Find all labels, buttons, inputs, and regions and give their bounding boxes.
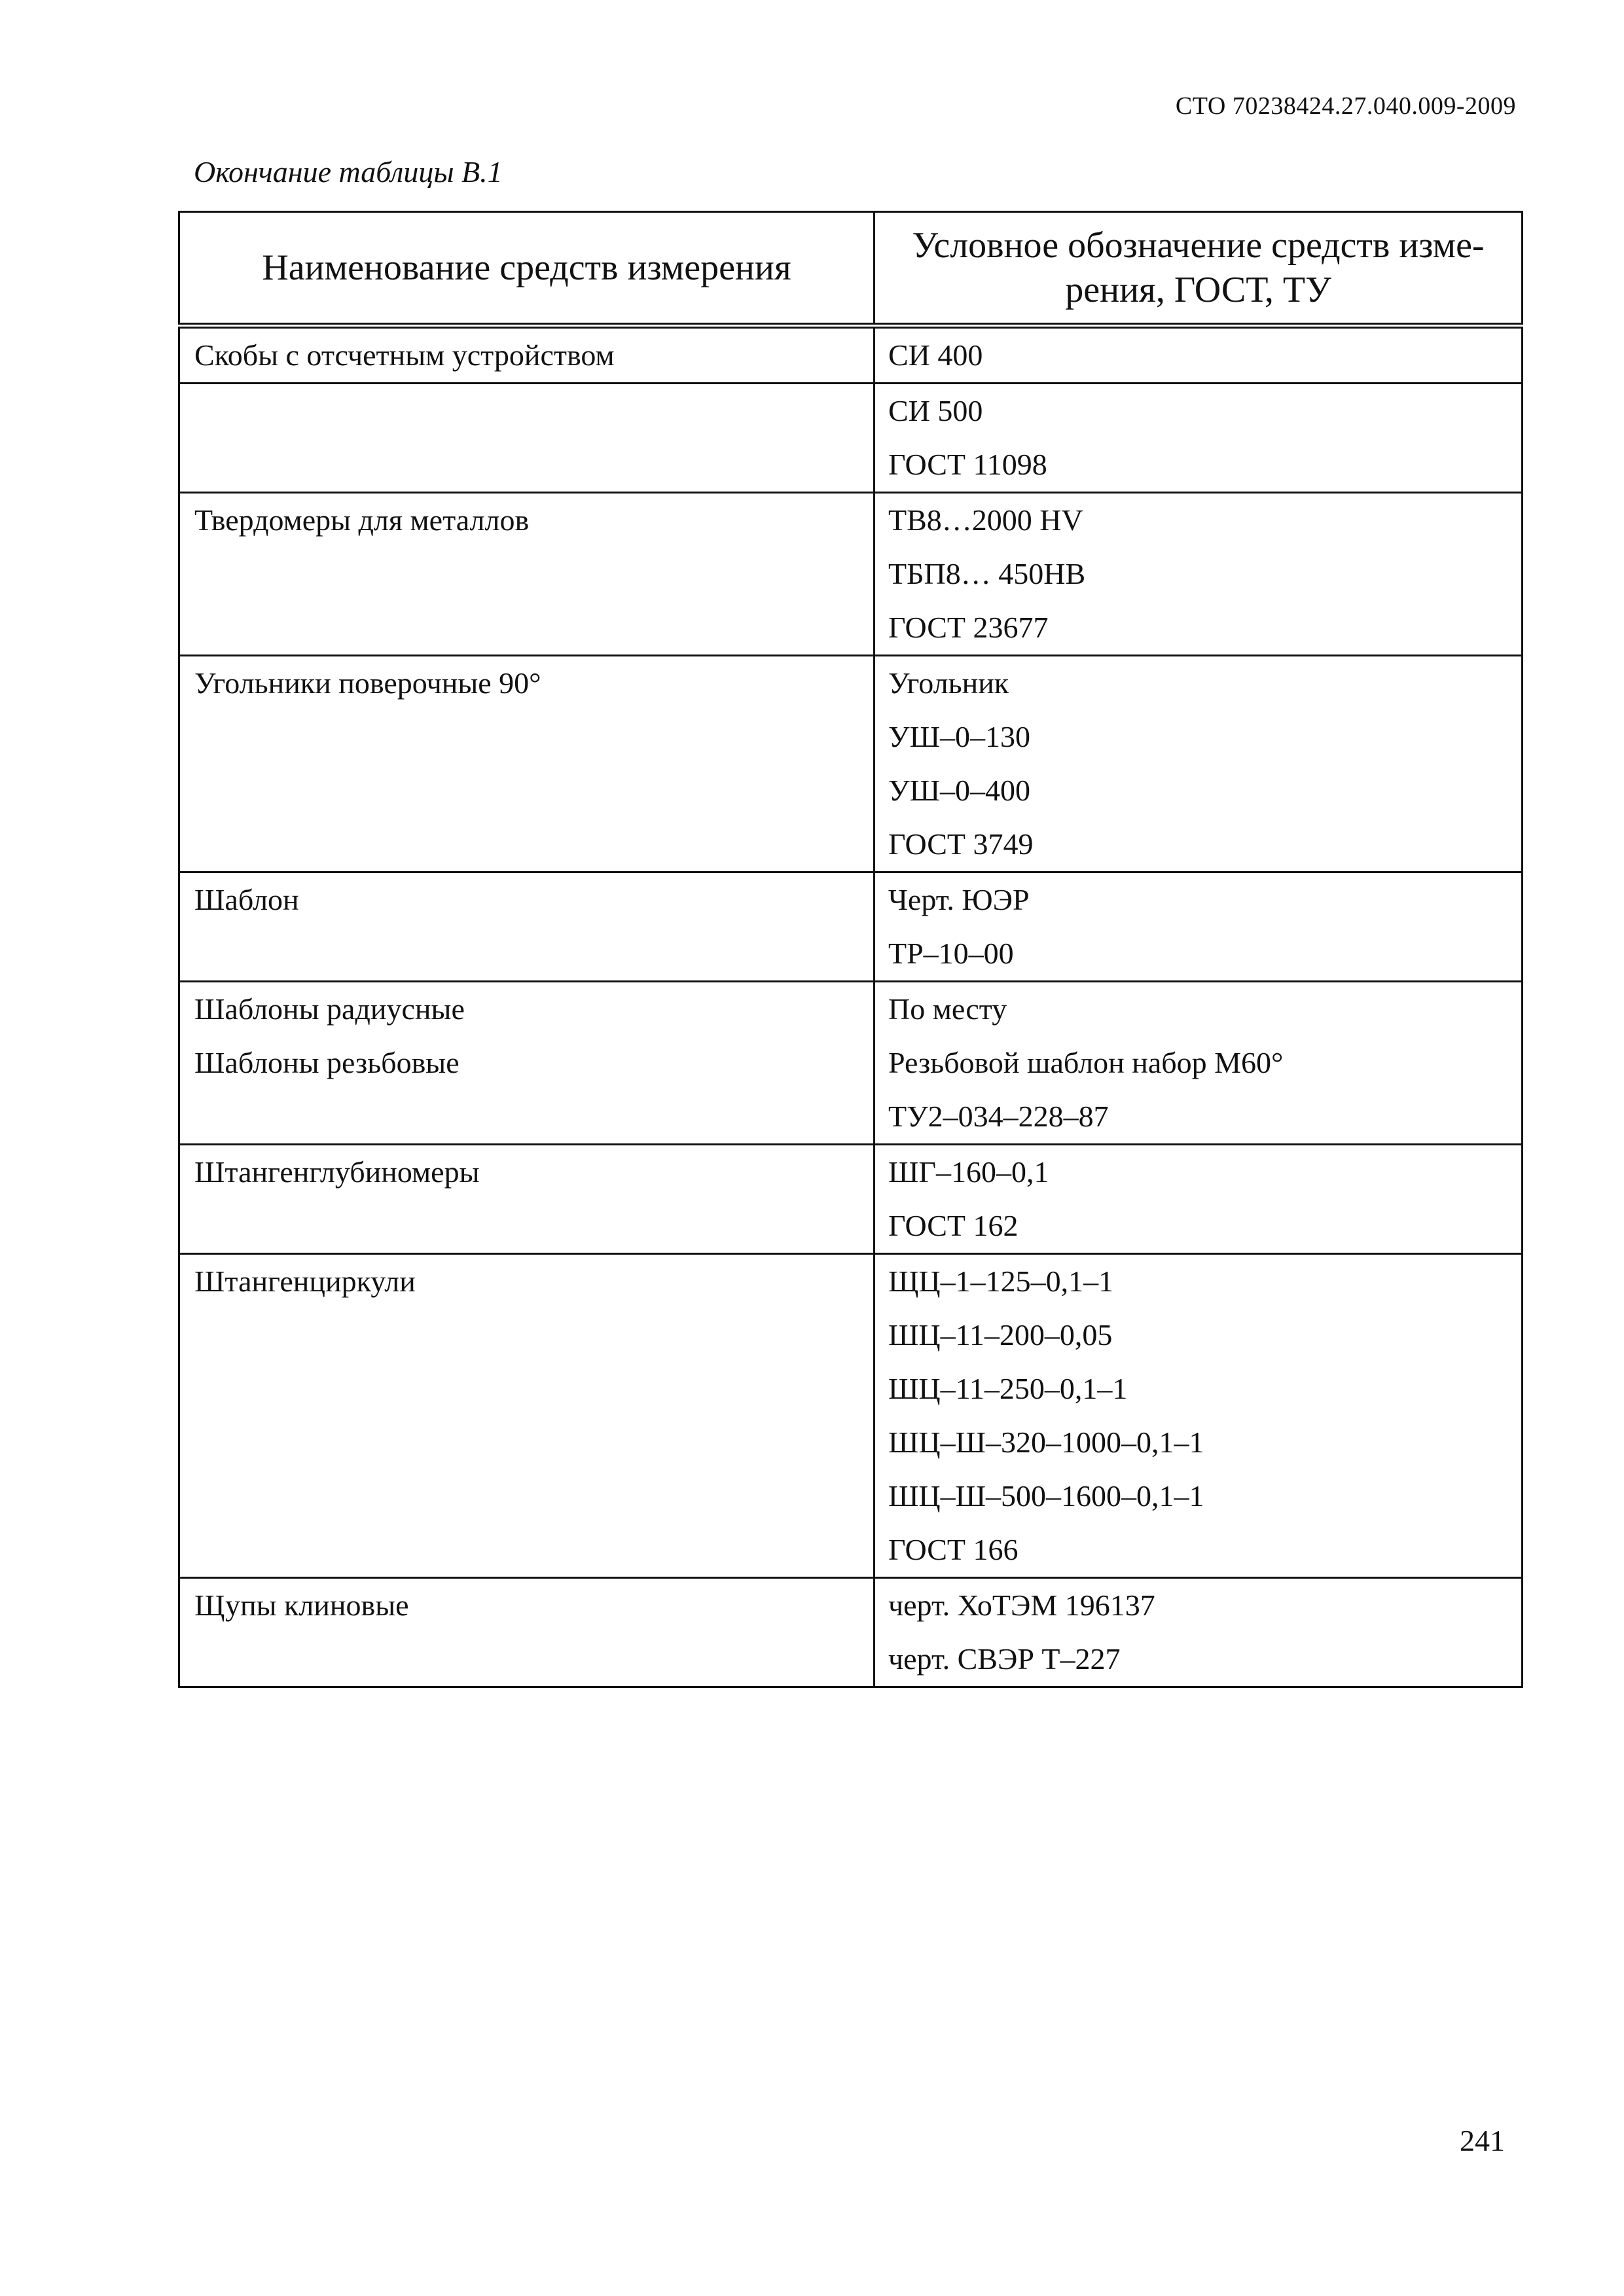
table-row [179,982,1523,1145]
column-header-designation-line: рения, ГОСТ, ТУ [1065,270,1331,310]
designation-line: По месту [888,992,1007,1026]
designation-line: Угольник [888,666,1009,700]
table-row [179,493,1523,656]
designation-line: ТУ2–034–228–87 [888,1100,1109,1133]
table-header-row [179,212,1523,326]
table-row [179,384,1523,493]
table-row [179,1254,1523,1578]
instrument-name: Штангенциркули [194,1265,416,1298]
designation-line: ГОСТ 23677 [888,611,1049,644]
designation-line: ШЦ–Ш–320–1000–0,1–1 [888,1426,1204,1459]
designation-cell [875,326,1523,384]
instrument-name-cell [179,1578,875,1687]
instrument-name-cell [179,1254,875,1578]
designation-line: ШЦ–11–250–0,1–1 [888,1372,1128,1405]
designation-line: ГОСТ 162 [888,1209,1019,1242]
designation-cell [875,982,1523,1145]
page-number: 241 [1460,2124,1505,2157]
designation-line: ШГ–160–0,1 [888,1155,1049,1189]
instrument-name: Скобы с отсчетным устройством [194,338,615,372]
designation-line: СИ 400 [888,338,983,372]
designation-line: УШ–0–400 [888,774,1030,807]
designation-line: черт. ХоТЭМ 196137 [888,1588,1155,1622]
table-body [179,326,1523,1687]
table-row [179,1578,1523,1687]
instrument-name: Шаблоны резьбовые [194,1046,460,1079]
designation-cell [875,656,1523,872]
column-header-designation [875,212,1523,326]
designation-cell [875,872,1523,982]
instrument-name-cell [179,656,875,872]
table-row [179,326,1523,384]
table-row [179,656,1523,872]
measurement-tools-table [178,211,1523,1688]
table-caption: Окончание таблицы В.1 [194,155,503,188]
instrument-name-cell [179,493,875,656]
designation-line: ЩЦ–1–125–0,1–1 [888,1265,1114,1298]
designation-line: ТР–10–00 [888,937,1014,970]
instrument-name-cell [179,326,875,384]
designation-line: ГОСТ 166 [888,1533,1019,1566]
column-header-designation-line: Условное обозначение средств изме- [912,225,1485,266]
instrument-name-cell [179,982,875,1145]
designation-cell [875,384,1523,493]
document-code: СТО 70238424.27.040.009-2009 [1175,92,1516,120]
designation-line: ШЦ–Ш–500–1600–0,1–1 [888,1479,1204,1513]
designation-line: Резьбовой шаблон набор М60° [888,1046,1284,1079]
designation-line: ШЦ–11–200–0,05 [888,1318,1113,1352]
instrument-name: Шаблоны радиусные [194,992,465,1026]
instrument-name: Твердомеры для металлов [194,503,530,537]
designation-cell [875,1254,1523,1578]
designation-line: УШ–0–130 [888,720,1030,753]
designation-cell [875,1578,1523,1687]
designation-line: ГОСТ 3749 [888,827,1034,861]
instrument-name: Щупы клиновые [194,1588,409,1622]
table-row [179,872,1523,982]
instrument-name: Угольники поверочные 90° [194,666,541,700]
designation-line: ТВ8…2000 HV [888,503,1083,537]
designation-line: черт. СВЭР Т–227 [888,1642,1121,1676]
table-row [179,1145,1523,1254]
designation-cell [875,1145,1523,1254]
instrument-name: Шаблон [194,883,299,916]
instrument-name-cell [179,1145,875,1254]
designation-line: ГОСТ 11098 [888,448,1047,481]
designation-line: СИ 500 [888,394,983,427]
designation-cell [875,493,1523,656]
designation-line: ТБП8… 450НВ [888,557,1086,590]
instrument-name-cell [179,872,875,982]
instrument-name: Штангенглубиномеры [194,1155,480,1189]
instrument-name-cell [179,384,875,493]
designation-line: Черт. ЮЭР [888,883,1030,916]
column-header-name: Наименование средств измерения [179,212,875,326]
